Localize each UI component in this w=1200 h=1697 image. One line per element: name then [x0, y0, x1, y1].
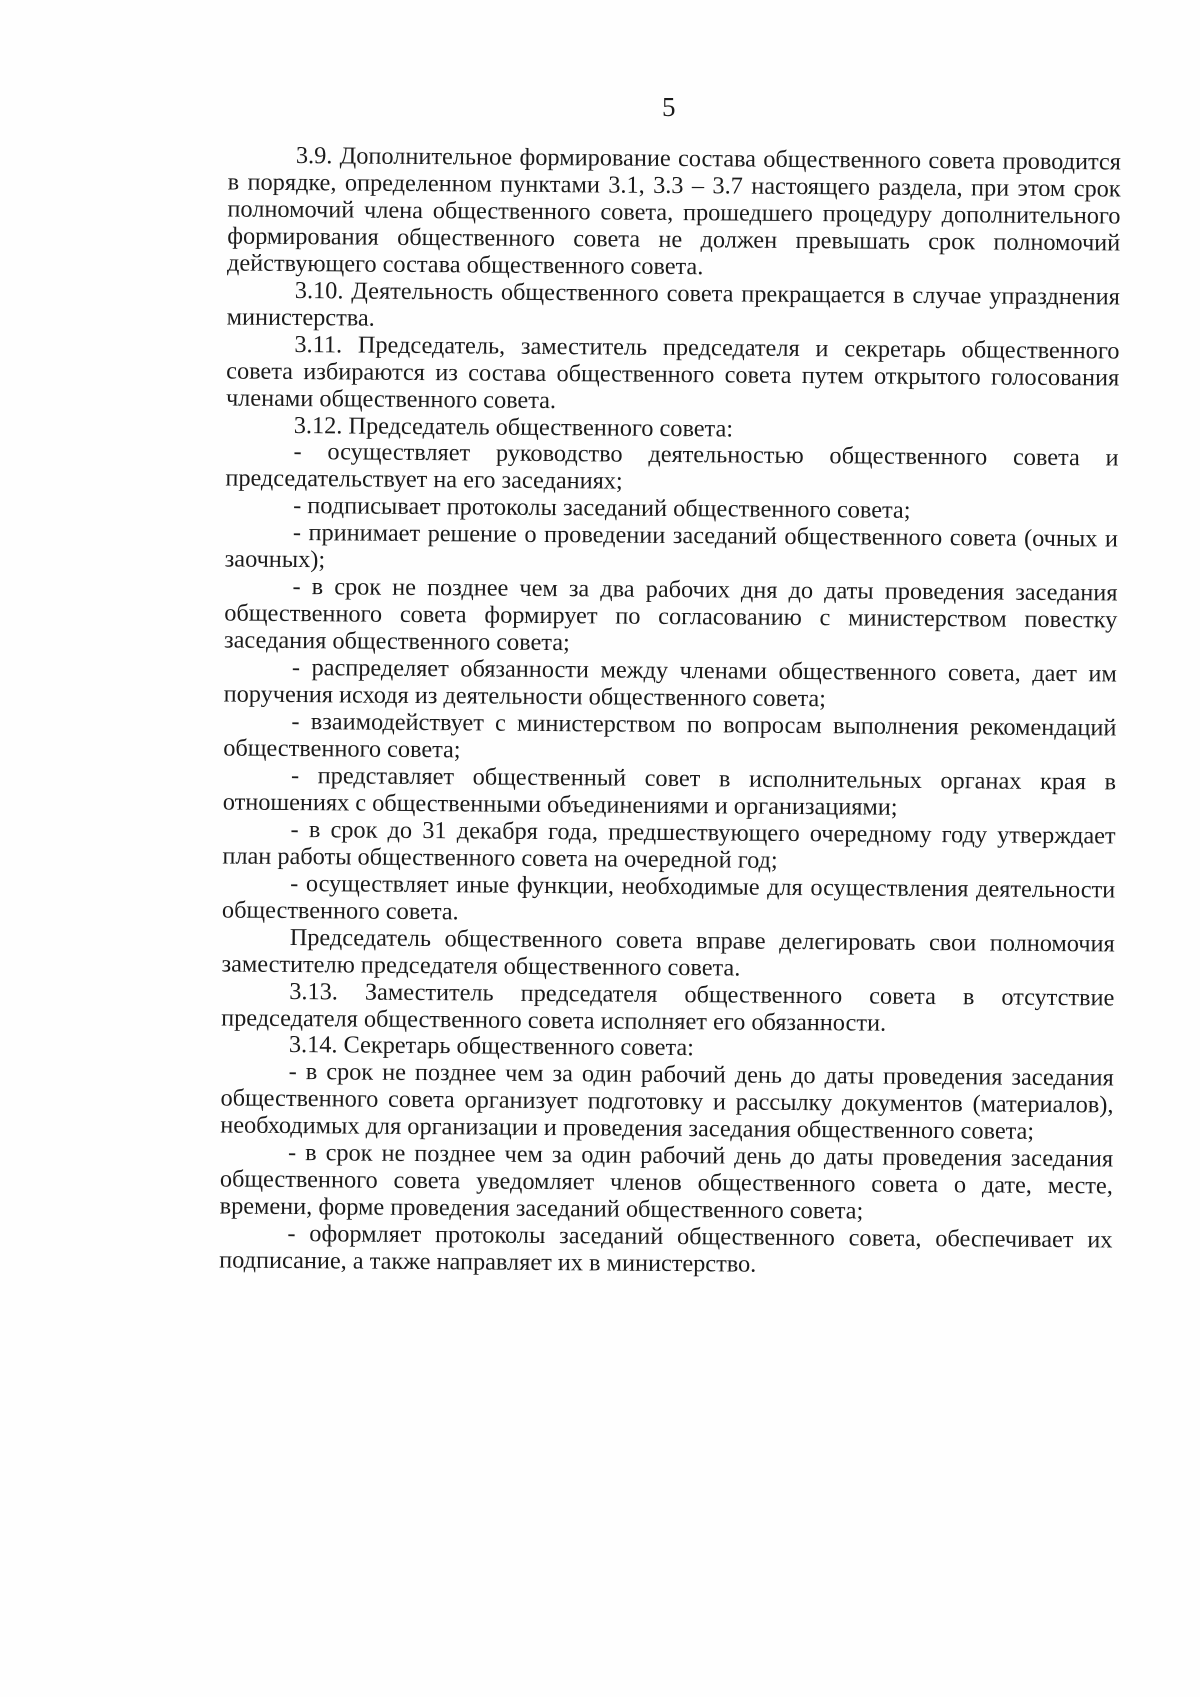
list-item: - в срок не позднее чем за два рабочих дня до даты проведения заседания общественного совета формирует по согласованию с министерством повестку заседания общественного совета; [223, 573, 1118, 657]
list-item: - подписывает протоколы заседаний общественного совета; [293, 492, 911, 525]
list-item: - представляет общественный совет в исполнительных органах края в отношениях с общественными объединениями и организациями; [222, 761, 1117, 821]
list-item: - осуществляет иные функции, необходимые для осуществления деятельности общественного совета. [221, 869, 1116, 926]
page-number: 5 [662, 92, 676, 122]
list-item: - в срок не позднее чем за один рабочий день до даты проведения заседания общественного совета уведомляет членов общественного совета о дате, месте, времени, форме проведения заседаний общественного совета; [219, 1139, 1114, 1225]
document-body [219, 142, 1121, 1281]
numbered-clause: 3.13. Заместитель председателя общественного совета в отсутствие председателя общественного совета исполняет его обязанности. [221, 977, 1115, 1037]
paragraph: Председатель общественного совета вправе делегировать свои полномочия заместителю председателя общественного совета. [221, 923, 1115, 982]
numbered-clause: 3.10. Деятельность общественного совета прекращается в случае упразднения министерства. [226, 276, 1120, 332]
list-item: - в срок не позднее чем за один рабочий день до даты проведения заседания общественного совета организует подготовку и рассылку документов (материалов), необходимых для организации и проведения заседания общественного совета; [220, 1058, 1114, 1146]
list-item: - осуществляет руководство деятельностью общественного совета и председательствует на его заседаниях; [225, 438, 1119, 496]
list-item: - в срок до 31 декабря года, предшествующего очередному году утверждает план работы общественного совета на очередной год; [222, 815, 1116, 874]
list-item: - распределяет обязанности между членами общественного совета, дает им поручения исходя из деятельности общественного совета; [223, 654, 1117, 713]
list-item: - принимает решение о проведении заседаний общественного совета (очных и заочных); [224, 519, 1119, 574]
numbered-clause: 3.12. Председатель общественного совета: [293, 411, 734, 442]
numbered-clause: 3.14. Секретарь общественного совета: [288, 1031, 695, 1062]
list-item: - оформляет протоколы заседаний общественного совета, обеспечивает их подписание, а также направляет их в министерство. [219, 1220, 1113, 1278]
numbered-clause: 3.9. Дополнительное формирование состава общественного совета проводится в порядке, определенном пунктами 3.1, 3.3 – 3.7 настоящего раздела, при этом срок полномочий члена общественного совета, прошедшего процедуру дополнительного формирования общественного совета не должен превышать срок полномочий действующего состава общественного совета. [226, 142, 1121, 281]
list-item: - взаимодействует с министерством по вопросам выполнения рекомендаций общественного совета; [223, 708, 1117, 764]
numbered-clause: 3.11. Председатель, заместитель председателя и секретарь общественного совета избираются из состава общественного совета путем открытого голосования членами общественного совета. [225, 330, 1120, 414]
